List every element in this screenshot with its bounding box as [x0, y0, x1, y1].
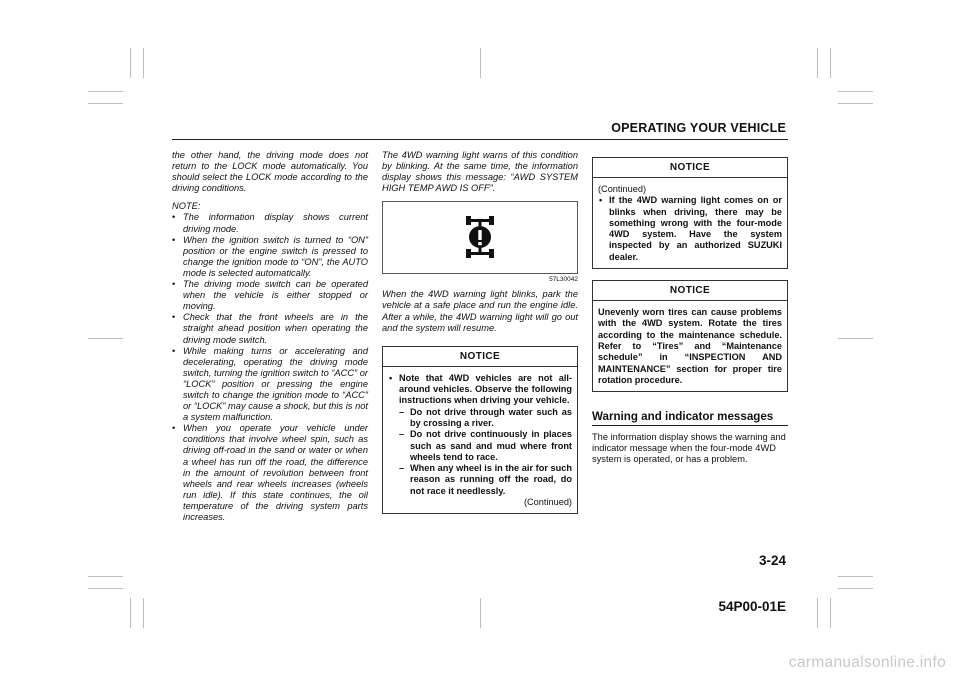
crop-mark	[143, 598, 144, 628]
notice-box	[382, 346, 578, 515]
crop-mark	[88, 588, 123, 589]
watermark: carmanualsonline.info	[788, 654, 946, 671]
page-number: 3-24	[758, 553, 786, 568]
notice-subitem: – When any wheel is in the air for such reason as running off the road, do not race it needlessly.	[399, 463, 572, 497]
crop-mark	[838, 576, 873, 577]
notice-bullet: • If the 4WD warning light comes on or blinks when driving, there may be something wrong with the four-mode 4WD system. Have the system inspected by an authorized SUZUKI dealer.	[598, 195, 782, 263]
notice-continued: (Continued)	[523, 497, 572, 508]
notice-subitem: – Do not drive continuously in places such as sand and mud where front wheels tend to race.	[399, 429, 572, 463]
column-middle	[382, 150, 578, 514]
note-item: • The information display shows current driving mode.	[172, 212, 368, 234]
note-item: • The driving mode switch can be operated when the vehicle is either stopped or moving.	[172, 279, 368, 312]
crop-mark	[88, 338, 123, 339]
notice-body: Unevenly worn tires can cause problems with the 4WD system. Rotate the tires according to the maintenance schedule. Refer to “Tires” and “Maintenance schedule” in “INSPECTION AND MAINTENANCE” section for proper tire rotation procedure.	[598, 307, 782, 385]
notice-subitem: – Do not drive through water such as by crossing a river.	[399, 407, 572, 430]
resume-paragraph: When the 4WD warning light blinks, park the vehicle at a safe place and run the engine idle. After a while, the 4WD warning light will go out and the system will resume.	[382, 289, 578, 333]
crop-mark	[130, 598, 131, 628]
notice-title: NOTICE	[383, 347, 577, 367]
section-heading: Warning and indicator messages	[592, 410, 788, 426]
figure-code: 57L30042	[549, 276, 578, 284]
note-item: • While making turns or accelerating and decelerating, operating the driving mode switch, turning the ignition switch to “ACC” or “LOCK” position or pressing the engine switch to change the ignition mode to “ACC” or “LOCK” may cause a shock, but this is not a system malfunction.	[172, 346, 368, 424]
note-list	[172, 212, 368, 523]
notice-title: NOTICE	[593, 158, 787, 178]
notice-body	[383, 367, 577, 514]
crop-mark	[88, 103, 123, 104]
crop-mark	[838, 103, 873, 104]
section-header-title: OPERATING YOUR VEHICLE	[611, 121, 786, 135]
intro-paragraph: the other hand, the driving mode does not return to the LOCK mode automatically. You should select the LOCK mode according to the driving conditions.	[172, 150, 368, 194]
crop-mark	[480, 598, 481, 628]
crop-mark	[480, 48, 481, 78]
crop-mark	[838, 588, 873, 589]
document-code: 54P00-01E	[718, 599, 786, 614]
4wd-warning-icon	[456, 213, 504, 261]
crop-mark	[143, 48, 144, 78]
crop-mark	[88, 576, 123, 577]
notice-title: NOTICE	[593, 281, 787, 301]
note-item: • When the ignition switch is turned to “ON” position or the engine switch is pressed to change the ignition mode to “ON”, the AUTO mode is selected automatically.	[172, 235, 368, 279]
note-item: • When you operate your vehicle under conditions that involve wheel spin, such as driving off-road in the sand or water or when a wheel has run off the road, the difference in the amount of revolution between front wheels and rear wheels increases (wheels run idle). If this state continues, the oil temperature of the driving system parts increases.	[172, 423, 368, 523]
note-label: NOTE:	[172, 201, 201, 212]
crop-mark	[817, 598, 818, 628]
notice-continued-label: (Continued)	[598, 184, 647, 194]
notice-sublist	[399, 407, 572, 497]
crop-mark	[830, 48, 831, 78]
crop-mark	[838, 91, 873, 92]
notice-box-continued	[592, 157, 788, 269]
warning-light-figure	[382, 201, 578, 274]
column-right	[592, 157, 788, 465]
note-item: • Check that the front wheels are in the straight ahead position when operating the driving mode switch.	[172, 312, 368, 345]
crop-mark	[838, 338, 873, 339]
crop-mark	[88, 91, 123, 92]
section-body: The information display shows the warning and indicator message when the four-mode 4WD system is operated, or has a problem.	[592, 432, 786, 465]
column-left	[172, 150, 368, 523]
crop-mark	[130, 48, 131, 78]
notice-body	[593, 178, 787, 268]
notice-box-tires	[592, 280, 788, 392]
crop-mark	[817, 48, 818, 78]
crop-mark	[830, 598, 831, 628]
warning-light-paragraph: The 4WD warning light warns of this condition by blinking. At the same time, the information display shows this message: “AWD SYSTEM HIGH TEMP AWD IS OFF”.	[382, 150, 578, 194]
notice-bullet: • Note that 4WD vehicles are not all-around vehicles. Observe the following instructions when driving your vehicle.	[388, 373, 572, 407]
header-rule	[172, 139, 788, 140]
